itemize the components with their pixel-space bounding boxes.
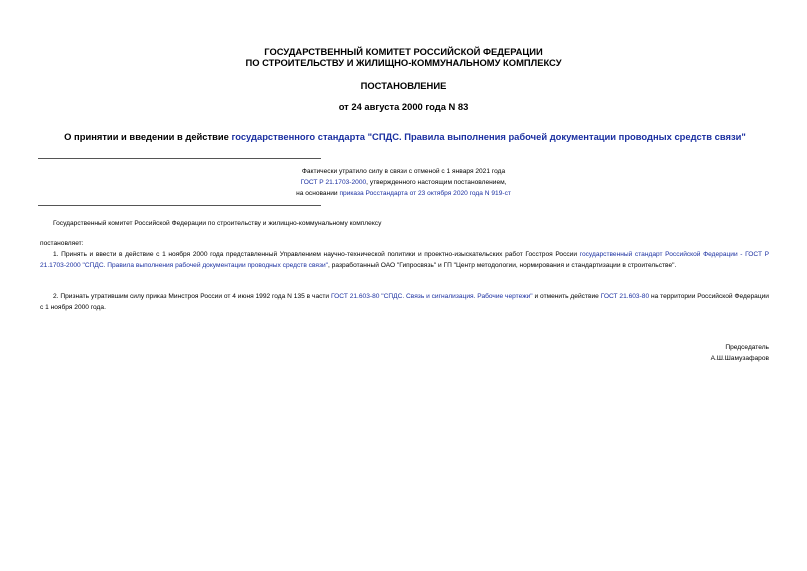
document-type: ПОСТАНОВЛЕНИЕ xyxy=(360,80,447,91)
document-subject xyxy=(40,131,770,143)
subject-prefix: О принятии и введении в действие xyxy=(64,131,232,142)
resolves-label: постановляет: xyxy=(40,240,84,247)
status-note-line-3 xyxy=(0,189,807,200)
item-2-text-end: на территории Российской Федерации с 1 ноября 2000 года. xyxy=(40,293,769,311)
signatory-title: Председатель xyxy=(725,344,769,351)
issuer-line-1: ГОСУДАРСТВЕННЫЙ КОМИТЕТ РОССИЙСКОЙ ФЕДЕРАЦИИ xyxy=(264,46,543,57)
divider-bottom xyxy=(38,205,321,206)
intro-paragraph: Государственный комитет Российской Федерации по строительству и жилищно-коммунальному комплексу xyxy=(53,220,382,227)
gost-standard-link[interactable]: государственный стандарт Российской Федерации - ГОСТ Р 21.1703-2000 "СПДС. Правила выполнения рабочей документации проводных средств связи" xyxy=(40,251,770,269)
item-2-text-mid: и отменить действие xyxy=(532,293,601,300)
document-date-number: от 24 августа 2000 года N 83 xyxy=(338,101,469,112)
gost-21603-link[interactable]: ГОСТ 21.603-80 xyxy=(600,293,650,300)
status-note-prefix: на основании xyxy=(296,190,340,197)
gost-r-link[interactable]: ГОСТ Р 21.1703-2000 xyxy=(300,179,367,186)
issuer-line-2: ПО СТРОИТЕЛЬСТВУ И ЖИЛИЩНО-КОММУНАЛЬНОМУ КОМПЛЕКСУ xyxy=(245,57,562,68)
item-1-text-end: , разработанный ОАО "Гипросвязь" и ГП "Центр методологии, нормирования и стандартизации в строительстве". xyxy=(328,261,677,269)
rosstandart-order-link[interactable]: приказа Росстандарта от 23 октября 2020 года N 919-ст xyxy=(339,190,511,197)
item-1-paragraph xyxy=(40,250,769,271)
status-note-text: , утвержденного настоящим постановлением, xyxy=(366,179,507,186)
item-1-text: 1. Принять и ввести в действие с 1 ноября 2000 года представленный Управлением научно-технической политики и проектно-изыскательских работ Госстроя России xyxy=(53,251,580,258)
item-2-paragraph xyxy=(40,292,769,313)
subject-standard-link[interactable]: государственного стандарта "СПДС. Правила выполнения рабочей документации проводных средств связи" xyxy=(231,131,746,142)
signatory-name: А.Ш.Шамузафаров xyxy=(710,355,769,362)
item-2-text: 2. Признать утратившим силу приказ Минстроя России от 4 июня 1992 года N 135 в части xyxy=(53,293,331,300)
divider-top xyxy=(38,158,321,159)
gost-21603-title-link[interactable]: ГОСТ 21.603-80 "СПДС. Связь и сигнализация. Рабочие чертежи" xyxy=(330,293,533,300)
status-note-line-1: Фактически утратило силу в связи с отменой с 1 января 2021 года xyxy=(301,168,506,175)
status-note-line-2 xyxy=(0,178,807,189)
